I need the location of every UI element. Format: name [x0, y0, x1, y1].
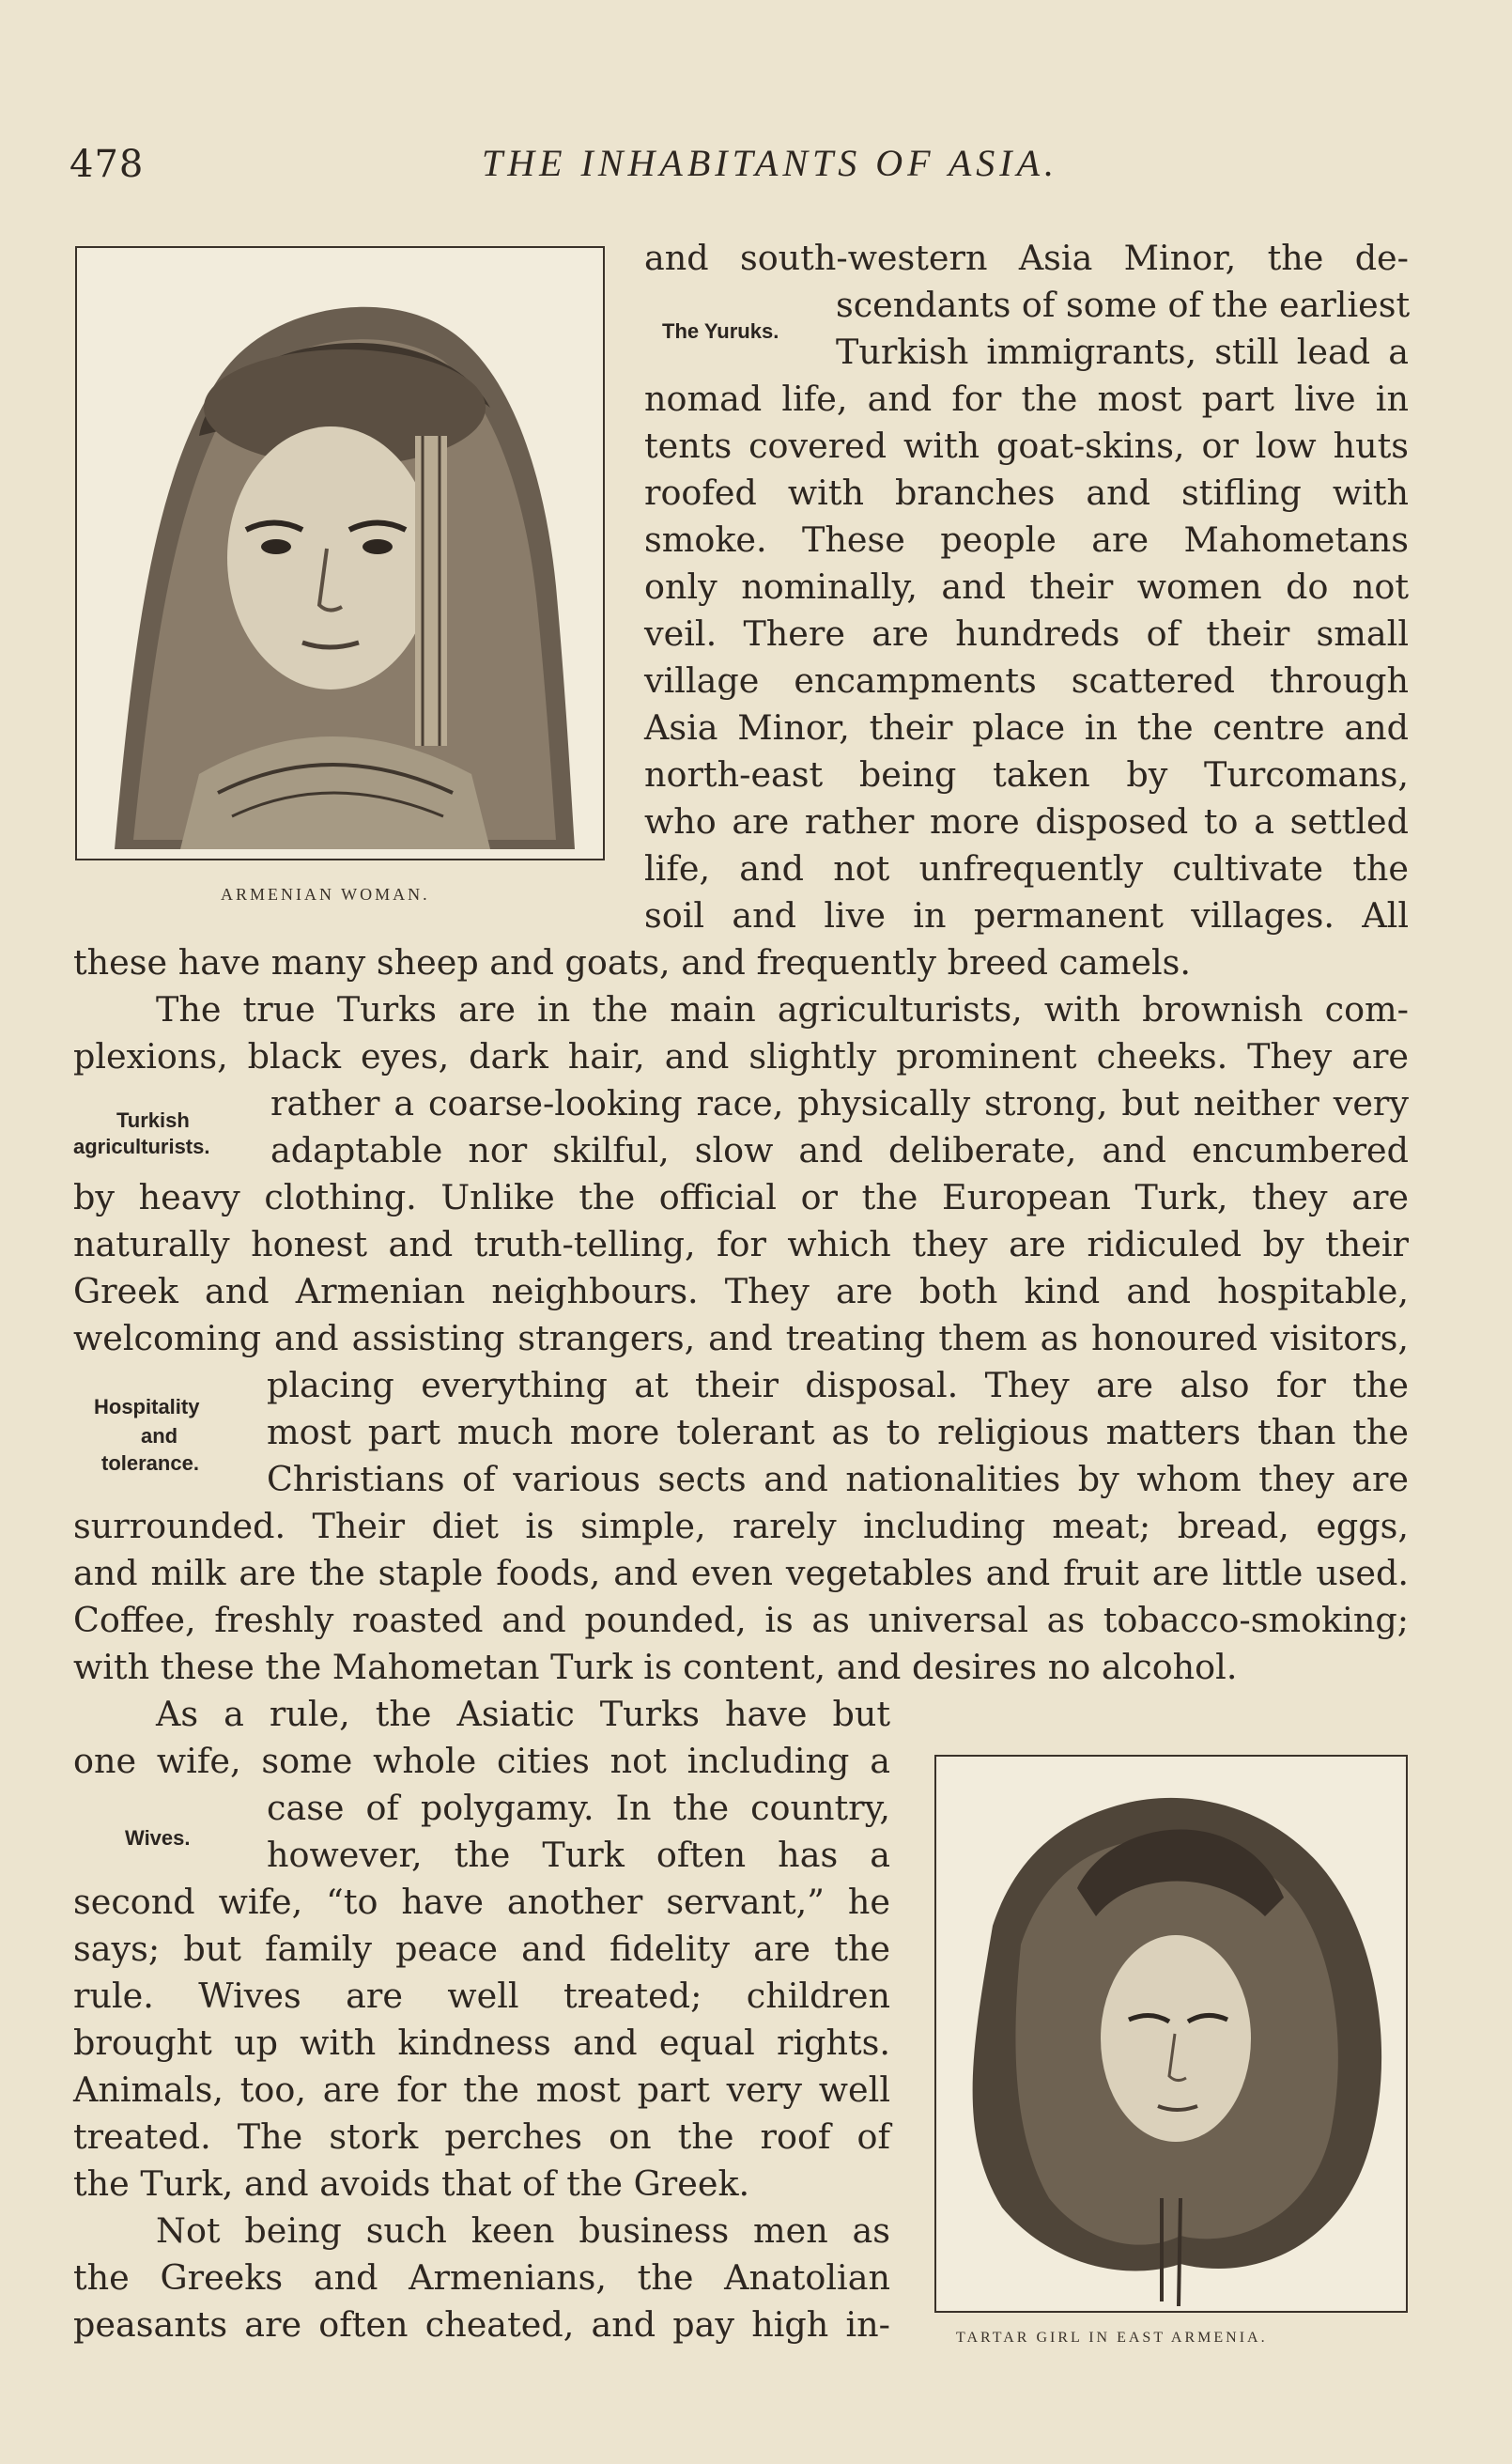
text-line: brought up with kindness and equal rights.: [73, 2022, 890, 2063]
side-note-and: and: [141, 1424, 178, 1448]
text-line: Coffee, freshly roasted and pounded, is as universal as tobacco-smoking;: [73, 1600, 1409, 1640]
text-line: rule. Wives are well treated; children: [73, 1976, 890, 2016]
side-note-tolerance: tolerance.: [101, 1451, 199, 1475]
side-note-turkish: Turkish: [116, 1108, 190, 1132]
side-note-wives: Wives.: [125, 1826, 191, 1850]
running-head: THE INHABITANTS OF ASIA.: [481, 142, 1059, 184]
tartar-girl-engraving: [936, 1757, 1406, 2311]
tartar-girl-caption: TARTAR GIRL IN EAST ARMENIA.: [956, 2330, 1268, 2346]
text-line: tents covered with goat-skins, or low huts: [644, 426, 1409, 466]
text-line: rather a coarse-looking race, physically strong, but neither very: [270, 1083, 1409, 1124]
text-line: roofed with branches and stifling with: [644, 473, 1409, 513]
text-line: plexions, black eyes, dark hair, and slightly prominent cheeks. They are: [73, 1036, 1409, 1077]
text-line: nomad life, and for the most part live in: [644, 379, 1409, 419]
text-line: these have many sheep and goats, and frequently breed camels.: [73, 942, 1191, 983]
text-line: and milk are the staple foods, and even vegetables and fruit are little used.: [73, 1553, 1409, 1593]
text-line: the Greeks and Armenians, the Anatolian: [73, 2257, 890, 2298]
side-note-yuruks: The Yuruks.: [662, 319, 779, 343]
text-line: Greek and Armenian neighbours. They are both kind and hospitable,: [73, 1271, 1409, 1311]
text-line: scendants of some of the earliest: [836, 285, 1411, 325]
text-line: veil. There are hundreds of their small: [644, 613, 1409, 654]
armenian-woman-caption: ARMENIAN WOMAN.: [221, 885, 430, 904]
text-line: The true Turks are in the main agriculturists, with brownish com-: [156, 989, 1409, 1030]
text-line: north-east being taken by Turcomans,: [644, 754, 1409, 795]
text-line: and south-western Asia Minor, the de-: [644, 238, 1409, 278]
text-line: most part much more tolerant as to religious matters than the: [267, 1412, 1409, 1452]
armenian-woman-illustration: [75, 246, 605, 860]
text-line: however, the Turk often has a: [267, 1835, 890, 1875]
text-line: Asia Minor, their place in the centre and: [644, 707, 1409, 748]
text-line: with these the Mahometan Turk is content, and desires no alcohol.: [73, 1647, 1238, 1687]
text-line: by heavy clothing. Unlike the official or the European Turk, they are: [73, 1177, 1409, 1217]
text-line: the Turk, and avoids that of the Greek.: [73, 2163, 750, 2204]
text-line: As a rule, the Asiatic Turks have but: [156, 1694, 890, 1734]
text-line: placing everything at their disposal. They are also for the: [267, 1365, 1409, 1405]
text-line: life, and not unfrequently cultivate the: [644, 848, 1409, 889]
text-line: says; but family peace and fidelity are the: [73, 1929, 890, 1969]
text-line: treated. The stork perches on the roof of: [73, 2116, 890, 2157]
text-line: Christians of various sects and nationalities by whom they are: [267, 1459, 1409, 1499]
armenian-woman-engraving: [77, 248, 603, 859]
tartar-girl-illustration: [934, 1755, 1408, 2313]
text-line: village encampments scattered through: [644, 660, 1409, 701]
text-line: surrounded. Their diet is simple, rarely including meat; bread, eggs,: [73, 1506, 1409, 1546]
text-line: smoke. These people are Mahometans: [644, 519, 1409, 560]
text-line: one wife, some whole cities not including a: [73, 1741, 890, 1781]
text-line: adaptable nor skilful, slow and deliberate, and encumbered: [270, 1130, 1409, 1170]
text-line: case of polygamy. In the country,: [267, 1788, 890, 1828]
text-line: soil and live in permanent villages. All: [644, 895, 1409, 936]
text-line: welcoming and assisting strangers, and treating them as honoured visitors,: [73, 1318, 1409, 1358]
side-note-hospitality: Hospitality: [94, 1395, 200, 1418]
text-line: peasants are often cheated, and pay high in-: [73, 2304, 890, 2345]
page-number: 478: [69, 143, 145, 186]
text-line: Not being such keen business men as: [156, 2210, 890, 2251]
text-line: naturally honest and truth-telling, for which they are ridiculed by their: [73, 1224, 1409, 1264]
text-line: second wife, “to have another servant,” he: [73, 1882, 890, 1922]
text-line: only nominally, and their women do not: [644, 566, 1409, 607]
side-note-agriculturists: agriculturists.: [73, 1135, 210, 1158]
text-line: Turkish immigrants, still lead a: [836, 332, 1409, 372]
text-line: who are rather more disposed to a settled: [644, 801, 1409, 842]
text-line: Animals, too, are for the most part very well: [73, 2069, 890, 2110]
